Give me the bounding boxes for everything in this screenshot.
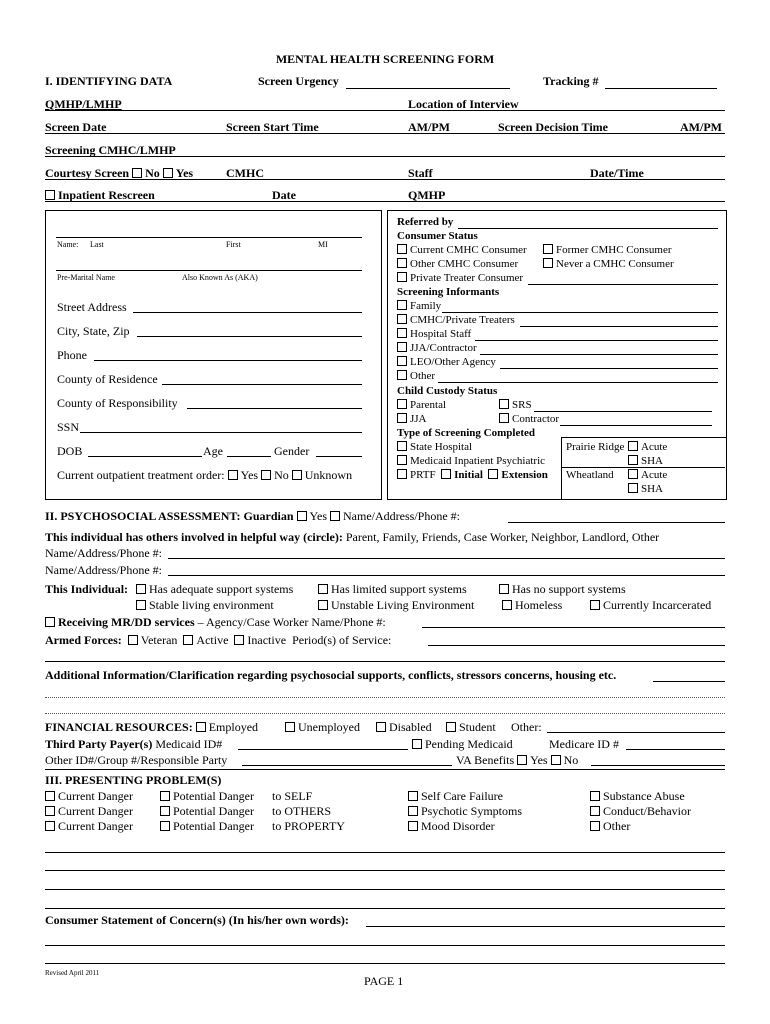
never-cmhc-checkbox[interactable] bbox=[543, 258, 553, 268]
location-label: Location of Interview bbox=[408, 97, 519, 111]
to-property-label: to PROPERTY bbox=[272, 819, 345, 833]
to-others-label: to OTHERS bbox=[272, 804, 332, 818]
problem-line-4[interactable] bbox=[45, 908, 725, 909]
ssn-field[interactable] bbox=[80, 432, 362, 433]
current-danger-self-checkbox[interactable] bbox=[45, 791, 55, 801]
last-label: Last bbox=[90, 240, 104, 249]
this-individual-label: This Individual: bbox=[45, 582, 129, 596]
dob-label: DOB bbox=[57, 444, 83, 458]
mood-item: Mood Disorder bbox=[408, 819, 495, 834]
additional-field[interactable] bbox=[653, 681, 725, 682]
outpatient-unknown-checkbox[interactable] bbox=[292, 470, 302, 480]
family-field[interactable] bbox=[442, 312, 718, 313]
additional-line-2[interactable] bbox=[45, 713, 725, 714]
medicare-field[interactable] bbox=[626, 749, 725, 750]
datetime-label: Date/Time bbox=[590, 166, 644, 180]
wheatland-sha-checkbox[interactable] bbox=[628, 483, 638, 493]
premarital-label: Pre-Marital Name bbox=[57, 273, 115, 282]
potential-danger-self: Potential Danger bbox=[160, 789, 254, 804]
page-number: PAGE 1 bbox=[364, 974, 404, 988]
ampm-label-1: AM/PM bbox=[408, 120, 450, 134]
guardian-no-checkbox[interactable] bbox=[330, 511, 340, 521]
city-label: City, State, Zip bbox=[57, 324, 130, 338]
section3-heading: III. PRESENTING PROBLEM(S) bbox=[45, 773, 222, 787]
facility-divider bbox=[561, 467, 725, 468]
courtesy-yes-checkbox[interactable] bbox=[163, 168, 173, 178]
private-treater-checkbox[interactable] bbox=[397, 272, 407, 282]
potential-danger-others-checkbox[interactable] bbox=[160, 806, 170, 816]
psychotic-checkbox[interactable] bbox=[408, 806, 418, 816]
initial-checkbox[interactable] bbox=[441, 469, 451, 479]
extension-checkbox[interactable] bbox=[488, 469, 498, 479]
section3-divider bbox=[45, 769, 725, 770]
cmhc-label: CMHC bbox=[226, 166, 264, 180]
consumer-statement-field[interactable] bbox=[366, 926, 725, 927]
inpatient-rescreen: Inpatient Rescreen bbox=[45, 188, 155, 203]
other-informant-field[interactable] bbox=[438, 382, 718, 383]
section1-heading: I. IDENTIFYING DATA bbox=[45, 74, 173, 88]
wheatland-acute: Acute bbox=[628, 469, 667, 481]
former-cmhc-checkbox[interactable] bbox=[543, 244, 553, 254]
jja-checkbox[interactable] bbox=[397, 413, 407, 423]
srs-checkbox[interactable] bbox=[499, 399, 509, 409]
name-address-field-2[interactable] bbox=[168, 575, 725, 576]
screen-decision-label: Screen Decision Time bbox=[498, 120, 608, 134]
street-label: Street Address bbox=[57, 300, 127, 314]
homeless-item: Homeless bbox=[502, 598, 562, 613]
cmhc-private-item: CMHC/Private Treaters bbox=[397, 314, 515, 326]
current-danger-others: Current Danger bbox=[45, 804, 133, 819]
leo-item: LEO/Other Agency bbox=[397, 356, 496, 368]
jja-contractor-item: JJA/Contractor bbox=[397, 342, 477, 354]
to-self-label: to SELF bbox=[272, 789, 313, 803]
leo-field[interactable] bbox=[500, 368, 718, 369]
adequate-item: Has adequate support systems bbox=[136, 582, 293, 597]
cmhc-private-field[interactable] bbox=[520, 326, 718, 327]
outpatient-no-checkbox[interactable] bbox=[261, 470, 271, 480]
additional-line-1[interactable] bbox=[45, 697, 725, 698]
tracking-field[interactable] bbox=[605, 88, 717, 89]
problem-line-3[interactable] bbox=[45, 889, 725, 890]
county-res-field[interactable] bbox=[162, 384, 362, 385]
consumer-status-label: Consumer Status bbox=[397, 230, 478, 242]
medicare-label: Medicare ID # bbox=[549, 737, 619, 751]
guardian-yes-checkbox[interactable] bbox=[297, 511, 307, 521]
substance-checkbox[interactable] bbox=[590, 791, 600, 801]
custody-label: Child Custody Status bbox=[397, 385, 498, 397]
inpatient-line[interactable] bbox=[45, 201, 725, 202]
limited-checkbox[interactable] bbox=[318, 584, 328, 594]
guardian-row: II. PSYCHOSOCIAL ASSESSMENT: Guardian Yes Name/Address/Phone #: bbox=[45, 509, 460, 523]
county-resp-label: County of Responsibility bbox=[57, 396, 178, 410]
no-support-checkbox[interactable] bbox=[499, 584, 509, 594]
other-problem-item: Other bbox=[590, 819, 630, 834]
financial-row: FINANCIAL RESOURCES: Employed bbox=[45, 720, 259, 734]
parental-item: Parental bbox=[397, 399, 446, 411]
pending-checkbox[interactable] bbox=[412, 739, 422, 749]
other-id-field[interactable] bbox=[242, 765, 452, 766]
jja-contractor-field[interactable] bbox=[480, 354, 718, 355]
aka-label: Also Known As (AKA) bbox=[182, 273, 258, 282]
va-yes-checkbox[interactable] bbox=[517, 755, 527, 765]
conduct-item: Conduct/Behavior bbox=[590, 804, 691, 819]
mrdd-checkbox[interactable] bbox=[45, 617, 55, 627]
unstable-checkbox[interactable] bbox=[318, 600, 328, 610]
age-field[interactable] bbox=[227, 456, 271, 457]
name-field[interactable] bbox=[56, 237, 362, 238]
statement-line-2[interactable] bbox=[45, 963, 725, 964]
other-cmhc-item: Other CMHC Consumer bbox=[397, 258, 518, 270]
potential-danger-others: Potential Danger bbox=[160, 804, 254, 819]
screen-date-label: Screen Date bbox=[45, 120, 107, 134]
phone-field[interactable] bbox=[94, 360, 362, 361]
unstable-item: Unstable Living Environment bbox=[318, 598, 474, 613]
student-checkbox[interactable] bbox=[446, 722, 456, 732]
self-care-checkbox[interactable] bbox=[408, 791, 418, 801]
unemployed-item: Unemployed bbox=[285, 720, 360, 735]
referred-field[interactable] bbox=[458, 228, 718, 229]
adequate-checkbox[interactable] bbox=[136, 584, 146, 594]
inactive-checkbox[interactable] bbox=[234, 635, 244, 645]
referred-label: Referred by bbox=[397, 216, 454, 228]
former-cmhc-item: Former CMHC Consumer bbox=[543, 244, 672, 256]
current-cmhc-item: Current CMHC Consumer bbox=[397, 244, 527, 256]
current-danger-property: Current Danger bbox=[45, 819, 133, 834]
wheatland-label: Wheatland bbox=[566, 469, 614, 481]
leo-checkbox[interactable] bbox=[397, 356, 407, 366]
prairie-acute: Acute bbox=[628, 441, 667, 453]
period-field[interactable] bbox=[428, 645, 725, 646]
medicaid-psych-item: Medicaid Inpatient Psychiatric bbox=[397, 455, 545, 467]
name-address-field-1[interactable] bbox=[168, 558, 725, 559]
prairie-sha: SHA bbox=[628, 455, 663, 467]
va-field[interactable] bbox=[591, 765, 725, 766]
potential-danger-self-checkbox[interactable] bbox=[160, 791, 170, 801]
never-cmhc-item: Never a CMHC Consumer bbox=[543, 258, 674, 270]
active-checkbox[interactable] bbox=[183, 635, 193, 645]
limited-item: Has limited support systems bbox=[318, 582, 467, 597]
contractor-field[interactable] bbox=[560, 425, 712, 426]
other-problem-checkbox[interactable] bbox=[590, 821, 600, 831]
srs-field[interactable] bbox=[534, 411, 712, 412]
screen-date-line[interactable] bbox=[45, 133, 725, 134]
gender-label: Gender bbox=[274, 444, 310, 458]
hospital-staff-field[interactable] bbox=[475, 340, 718, 341]
prairie-sha-checkbox[interactable] bbox=[628, 455, 638, 465]
screening-cmhc-label: Screening CMHC/LMHP bbox=[45, 143, 176, 157]
qmhp-location-line[interactable] bbox=[45, 110, 725, 111]
va-no-checkbox[interactable] bbox=[551, 755, 561, 765]
financial-other-field[interactable] bbox=[547, 732, 725, 733]
current-cmhc-checkbox[interactable] bbox=[397, 244, 407, 254]
courtesy-line[interactable] bbox=[45, 179, 725, 180]
screen-urgency-label: Screen Urgency bbox=[258, 74, 339, 88]
financial-other-label: Other: bbox=[511, 720, 542, 734]
staff-label: Staff bbox=[408, 166, 433, 180]
screening-cmhc-line[interactable] bbox=[45, 156, 725, 157]
substance-item: Substance Abuse bbox=[590, 789, 685, 804]
name-label: Name: bbox=[57, 240, 79, 249]
other-informant-item: Other bbox=[397, 370, 435, 382]
mi-label: MI bbox=[318, 240, 328, 249]
ssn-label: SSN bbox=[57, 420, 80, 434]
wheatland-acute-checkbox[interactable] bbox=[628, 469, 638, 479]
current-danger-others-checkbox[interactable] bbox=[45, 806, 55, 816]
employed-checkbox[interactable] bbox=[196, 722, 206, 732]
courtesy-screen: Courtesy Screen No Yes bbox=[45, 166, 194, 180]
current-danger-self: Current Danger bbox=[45, 789, 133, 804]
form-title: MENTAL HEALTH SCREENING FORM bbox=[275, 52, 495, 66]
inpatient-checkbox[interactable] bbox=[45, 190, 55, 200]
informants-label: Screening Informants bbox=[397, 286, 500, 298]
potential-danger-property-checkbox[interactable] bbox=[160, 821, 170, 831]
incarcerated-checkbox[interactable] bbox=[590, 600, 600, 610]
statement-line-1[interactable] bbox=[45, 945, 725, 946]
street-field[interactable] bbox=[133, 312, 362, 313]
family-checkbox[interactable] bbox=[397, 300, 407, 310]
other-cmhc-checkbox[interactable] bbox=[397, 258, 407, 268]
screen-start-label: Screen Start Time bbox=[226, 120, 319, 134]
other-id-label: Other ID#/Group #/Responsible Party bbox=[45, 753, 228, 767]
contractor-checkbox[interactable] bbox=[499, 413, 509, 423]
revised-label: Revised April 2011 bbox=[45, 969, 100, 977]
dob-field[interactable] bbox=[88, 456, 202, 457]
outpatient-row: Current outpatient treatment order: Yes No Unknown bbox=[57, 468, 353, 482]
tracking-label: Tracking # bbox=[543, 74, 599, 88]
family-item: Family bbox=[397, 300, 441, 312]
prairie-label: Prairie Ridge bbox=[566, 441, 625, 453]
psychotic-item: Psychotic Symptoms bbox=[408, 804, 522, 819]
other-informant-checkbox[interactable] bbox=[397, 370, 407, 380]
unemployed-checkbox[interactable] bbox=[285, 722, 295, 732]
state-hospital-checkbox[interactable] bbox=[397, 441, 407, 451]
conduct-checkbox[interactable] bbox=[590, 806, 600, 816]
gender-field[interactable] bbox=[316, 456, 362, 457]
city-field[interactable] bbox=[137, 336, 362, 337]
contractor-item: Contractor bbox=[499, 413, 559, 425]
parental-checkbox[interactable] bbox=[397, 399, 407, 409]
no-support-item: Has no support systems bbox=[499, 582, 626, 597]
additional-label: Additional Information/Clarification regarding psychosocial supports, conflicts, stressors concerns, housing etc. bbox=[45, 668, 617, 682]
qmhp-lmhp-label: QMHP/LMHP bbox=[45, 97, 122, 111]
pending-item: Pending Medicaid bbox=[412, 737, 513, 752]
jja-item: JJA bbox=[397, 413, 427, 425]
cmhc-private-checkbox[interactable] bbox=[397, 314, 407, 324]
third-party-row: Third Party Payer(s) Medicaid ID# bbox=[45, 737, 223, 751]
county-resp-field[interactable] bbox=[187, 408, 362, 409]
age-label: Age bbox=[203, 444, 223, 458]
jja-contractor-checkbox[interactable] bbox=[397, 342, 407, 352]
state-hospital-item: State Hospital bbox=[397, 441, 472, 453]
mrdd-row: Receiving MR/DD services – Agency/Case Worker Name/Phone #: bbox=[45, 615, 386, 630]
mood-checkbox[interactable] bbox=[408, 821, 418, 831]
armed-row: Armed Forces: Veteran Active Inactive Period(s) of Service: bbox=[45, 633, 392, 647]
consumer-statement-label: Consumer Statement of Concern(s) (In his/her own words): bbox=[45, 913, 349, 927]
medicaid-id-field[interactable] bbox=[238, 749, 408, 750]
stable-item: Stable living environment bbox=[136, 598, 274, 613]
county-res-label: County of Residence bbox=[57, 372, 158, 386]
mrdd-field[interactable] bbox=[422, 627, 725, 628]
ampm-label-2: AM/PM bbox=[680, 120, 722, 134]
first-label: First bbox=[226, 240, 241, 249]
prtf-row: PRTF Initial Extension bbox=[397, 469, 548, 481]
courtesy-no-checkbox[interactable] bbox=[132, 168, 142, 178]
self-care-item: Self Care Failure bbox=[408, 789, 503, 804]
phone-label: Phone bbox=[57, 348, 87, 362]
prtf-checkbox[interactable] bbox=[397, 469, 407, 479]
potential-danger-property: Potential Danger bbox=[160, 819, 254, 834]
disabled-item: Disabled bbox=[376, 720, 432, 735]
homeless-checkbox[interactable] bbox=[502, 600, 512, 610]
student-item: Student bbox=[446, 720, 496, 735]
problem-line-1[interactable] bbox=[45, 852, 725, 853]
disabled-checkbox[interactable] bbox=[376, 722, 386, 732]
premarital-field[interactable] bbox=[56, 270, 362, 271]
type-label: Type of Screening Completed bbox=[397, 427, 535, 439]
date-label: Date bbox=[272, 188, 296, 202]
name-address-label-1: Name/Address/Phone #: bbox=[45, 546, 162, 560]
veteran-checkbox[interactable] bbox=[128, 635, 138, 645]
stable-checkbox[interactable] bbox=[136, 600, 146, 610]
hospital-staff-item: Hospital Staff bbox=[397, 328, 471, 340]
name-address-label-2: Name/Address/Phone #: bbox=[45, 563, 162, 577]
current-danger-property-checkbox[interactable] bbox=[45, 821, 55, 831]
hospital-staff-checkbox[interactable] bbox=[397, 328, 407, 338]
guardian-field[interactable] bbox=[508, 522, 725, 523]
wheatland-sha: SHA bbox=[628, 483, 663, 495]
screen-urgency-field[interactable] bbox=[346, 88, 510, 89]
private-treater-field[interactable] bbox=[528, 284, 718, 285]
armed-extra-line[interactable] bbox=[45, 661, 725, 662]
medicaid-psych-checkbox[interactable] bbox=[397, 455, 407, 465]
helpful-row: This individual has others involved in helpful way (circle): Parent, Family, Friends, Case Worker, Neighbor, Landlord, Other bbox=[45, 530, 660, 544]
va-row: VA Benefits Yes No bbox=[456, 753, 579, 767]
incarcerated-item: Currently Incarcerated bbox=[590, 598, 711, 613]
srs-item: SRS bbox=[499, 399, 532, 411]
outpatient-yes-checkbox[interactable] bbox=[228, 470, 238, 480]
problem-line-2[interactable] bbox=[45, 870, 725, 871]
prairie-acute-checkbox[interactable] bbox=[628, 441, 638, 451]
private-treater-item: Private Treater Consumer bbox=[397, 272, 523, 284]
qmhp-label: QMHP bbox=[408, 188, 446, 202]
